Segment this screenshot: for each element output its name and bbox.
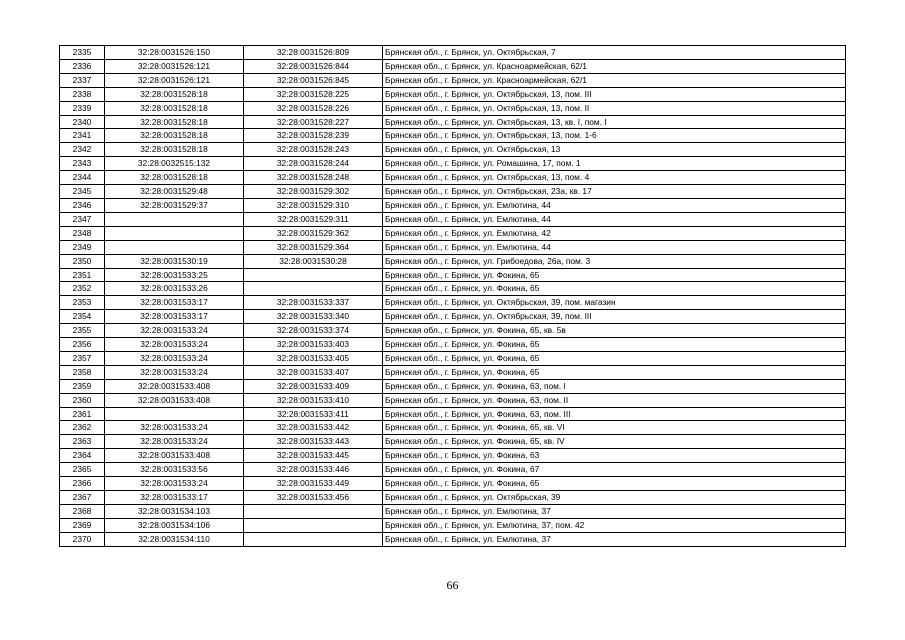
address-cell: Брянская обл., г. Брянск, ул. Фокина, 65, кв. VI [383,421,846,435]
cadastral-number-cell: 32:28:0031533:442 [244,421,383,435]
address-cell: Брянская обл., г. Брянск, ул. Октябрьская, 23а, кв. 17 [383,185,846,199]
parent-cadastral-number-cell [105,407,244,421]
cadastral-number-cell: 32:28:0031533:340 [244,310,383,324]
parent-cadastral-number-cell: 32:28:0031533:24 [105,324,244,338]
cadastral-number-cell [244,518,383,532]
parent-cadastral-number-cell: 32:28:0031528:18 [105,129,244,143]
row-number-cell: 2337 [60,73,105,87]
address-cell: Брянская обл., г. Брянск, ул. Емлютина, 44 [383,240,846,254]
row-number-cell: 2344 [60,171,105,185]
address-cell: Брянская обл., г. Брянск, ул. Фокина, 63 [383,449,846,463]
row-number-cell: 2362 [60,421,105,435]
address-cell: Брянская обл., г. Брянск, ул. Грибоедова, 26а, пом. 3 [383,254,846,268]
row-number-cell: 2346 [60,198,105,212]
cadastral-number-cell: 32:28:0031533:337 [244,296,383,310]
address-cell: Брянская обл., г. Брянск, ул. Емлютина, 42 [383,226,846,240]
cadastral-number-cell [244,504,383,518]
cadastral-number-cell: 32:28:0031528:248 [244,171,383,185]
table-row [60,421,846,435]
parent-cadastral-number-cell: 32:28:0032515:132 [105,157,244,171]
address-cell: Брянская обл., г. Брянск, ул. Октябрьская, 13, кв. I, пом. I [383,115,846,129]
cadastral-number-cell: 32:28:0031533:449 [244,477,383,491]
parent-cadastral-number-cell [105,226,244,240]
row-number-cell: 2364 [60,449,105,463]
cadastral-number-cell: 32:28:0031529:310 [244,198,383,212]
address-cell: Брянская обл., г. Брянск, ул. Фокина, 67 [383,463,846,477]
parent-cadastral-number-cell: 32:28:0031533:24 [105,351,244,365]
cadastral-number-cell: 32:28:0031528:226 [244,101,383,115]
table-row [60,296,846,310]
cadastral-number-cell: 32:28:0031529:302 [244,185,383,199]
table-row [60,449,846,463]
cadastral-number-cell: 32:28:0031533:446 [244,463,383,477]
parent-cadastral-number-cell: 32:28:0031534:110 [105,532,244,546]
table-row [60,157,846,171]
table-row [60,393,846,407]
cadastral-number-cell: 32:28:0031528:243 [244,143,383,157]
cadastral-number-cell: 32:28:0031533:405 [244,351,383,365]
parent-cadastral-number-cell: 32:28:0031528:18 [105,115,244,129]
parent-cadastral-number-cell: 32:28:0031533:408 [105,449,244,463]
address-cell: Брянская обл., г. Брянск, ул. Фокина, 63, пом. I [383,379,846,393]
row-number-cell: 2355 [60,324,105,338]
table-row [60,268,846,282]
table-row [60,435,846,449]
row-number-cell: 2341 [60,129,105,143]
row-number-cell: 2357 [60,351,105,365]
cadastral-number-cell: 32:28:0031528:239 [244,129,383,143]
cadastral-number-cell: 32:28:0031529:364 [244,240,383,254]
page-number: 66 [446,578,459,592]
property-registry-table [59,45,846,547]
parent-cadastral-number-cell: 32:28:0031529:37 [105,198,244,212]
address-cell: Брянская обл., г. Брянск, ул. Емлютина, 44 [383,212,846,226]
parent-cadastral-number-cell: 32:28:0031533:24 [105,435,244,449]
parent-cadastral-number-cell: 32:28:0031533:408 [105,379,244,393]
address-cell: Брянская обл., г. Брянск, ул. Красноармейская, 62/1 [383,73,846,87]
parent-cadastral-number-cell: 32:28:0031533:25 [105,268,244,282]
table-row [60,171,846,185]
parent-cadastral-number-cell: 32:28:0031533:17 [105,310,244,324]
row-number-cell: 2335 [60,46,105,60]
parent-cadastral-number-cell: 32:28:0031528:18 [105,171,244,185]
cadastral-number-cell: 32:28:0031533:411 [244,407,383,421]
address-cell: Брянская обл., г. Брянск, ул. Емлютина, 44 [383,198,846,212]
row-number-cell: 2366 [60,477,105,491]
table-row [60,254,846,268]
address-cell: Брянская обл., г. Брянск, ул. Ромашина, 17, пом. 1 [383,157,846,171]
table-row [60,310,846,324]
address-cell: Брянская обл., г. Брянск, ул. Октябрьская, 13, пом. III [383,87,846,101]
address-cell: Брянская обл., г. Брянск, ул. Фокина, 65 [383,351,846,365]
row-number-cell: 2348 [60,226,105,240]
cadastral-number-cell: 32:28:0031533:407 [244,365,383,379]
parent-cadastral-number-cell: 32:28:0031533:24 [105,421,244,435]
row-number-cell: 2336 [60,59,105,73]
address-cell: Брянская обл., г. Брянск, ул. Фокина, 63, пом. III [383,407,846,421]
parent-cadastral-number-cell: 32:28:0031526:121 [105,59,244,73]
cadastral-number-cell: 32:28:0031529:311 [244,212,383,226]
table-row [60,379,846,393]
parent-cadastral-number-cell: 32:28:0031534:106 [105,518,244,532]
table-row [60,101,846,115]
address-cell: Брянская обл., г. Брянск, ул. Фокина, 65 [383,477,846,491]
row-number-cell: 2347 [60,212,105,226]
address-cell: Брянская обл., г. Брянск, ул. Октябрьская, 13, пом. 1-6 [383,129,846,143]
address-cell: Брянская обл., г. Брянск, ул. Фокина, 65, кв. 5в [383,324,846,338]
row-number-cell: 2339 [60,101,105,115]
row-number-cell: 2370 [60,532,105,546]
cadastral-number-cell: 32:28:0031533:409 [244,379,383,393]
row-number-cell: 2338 [60,87,105,101]
row-number-cell: 2342 [60,143,105,157]
address-cell: Брянская обл., г. Брянск, ул. Фокина, 65 [383,338,846,352]
row-number-cell: 2353 [60,296,105,310]
cadastral-number-cell: 32:28:0031526:809 [244,46,383,60]
row-number-cell: 2363 [60,435,105,449]
row-number-cell: 2352 [60,282,105,296]
cadastral-number-cell: 32:28:0031533:403 [244,338,383,352]
address-cell: Брянская обл., г. Брянск, ул. Красноармейская, 62/1 [383,59,846,73]
row-number-cell: 2367 [60,491,105,505]
parent-cadastral-number-cell: 32:28:0031526:150 [105,46,244,60]
table-row [60,351,846,365]
parent-cadastral-number-cell [105,240,244,254]
cadastral-number-cell: 32:28:0031533:456 [244,491,383,505]
cadastral-number-cell: 32:28:0031529:362 [244,226,383,240]
parent-cadastral-number-cell: 32:28:0031528:18 [105,143,244,157]
address-cell: Брянская обл., г. Брянск, ул. Октябрьская, 13 [383,143,846,157]
address-cell: Брянская обл., г. Брянск, ул. Октябрьская, 39, пом. III [383,310,846,324]
parent-cadastral-number-cell: 32:28:0031533:24 [105,365,244,379]
row-number-cell: 2354 [60,310,105,324]
cadastral-number-cell: 32:28:0031526:844 [244,59,383,73]
row-number-cell: 2345 [60,185,105,199]
row-number-cell: 2369 [60,518,105,532]
row-number-cell: 2361 [60,407,105,421]
table-row [60,129,846,143]
row-number-cell: 2365 [60,463,105,477]
cadastral-number-cell [244,268,383,282]
cadastral-number-cell: 32:28:0031528:244 [244,157,383,171]
row-number-cell: 2356 [60,338,105,352]
row-number-cell: 2360 [60,393,105,407]
table-row [60,212,846,226]
cadastral-number-cell [244,282,383,296]
row-number-cell: 2340 [60,115,105,129]
table-row [60,226,846,240]
table-row [60,115,846,129]
address-cell: Брянская обл., г. Брянск, ул. Фокина, 65 [383,268,846,282]
parent-cadastral-number-cell: 32:28:0031533:56 [105,463,244,477]
table-row [60,338,846,352]
row-number-cell: 2359 [60,379,105,393]
row-number-cell: 2343 [60,157,105,171]
table-row [60,504,846,518]
address-cell: Брянская обл., г. Брянск, ул. Емлютина, 37 [383,504,846,518]
address-cell: Брянская обл., г. Брянск, ул. Фокина, 65 [383,282,846,296]
parent-cadastral-number-cell: 32:28:0031533:408 [105,393,244,407]
cadastral-number-cell: 32:28:0031533:374 [244,324,383,338]
row-number-cell: 2349 [60,240,105,254]
table-row [60,518,846,532]
table-row [60,73,846,87]
parent-cadastral-number-cell: 32:28:0031534:103 [105,504,244,518]
parent-cadastral-number-cell: 32:28:0031530:19 [105,254,244,268]
table-row [60,324,846,338]
address-cell: Брянская обл., г. Брянск, ул. Октябрьская, 7 [383,46,846,60]
row-number-cell: 2368 [60,504,105,518]
table-row [60,143,846,157]
parent-cadastral-number-cell: 32:28:0031533:24 [105,338,244,352]
parent-cadastral-number-cell: 32:28:0031528:18 [105,87,244,101]
cadastral-number-cell: 32:28:0031528:227 [244,115,383,129]
address-cell: Брянская обл., г. Брянск, ул. Октябрьская, 39 [383,491,846,505]
table-row [60,463,846,477]
address-cell: Брянская обл., г. Брянск, ул. Фокина, 63, пом. II [383,393,846,407]
table-row [60,240,846,254]
table-row [60,198,846,212]
address-cell: Брянская обл., г. Брянск, ул. Емлютина, 37 [383,532,846,546]
parent-cadastral-number-cell [105,212,244,226]
parent-cadastral-number-cell: 32:28:0031533:24 [105,477,244,491]
cadastral-number-cell: 32:28:0031533:443 [244,435,383,449]
parent-cadastral-number-cell: 32:28:0031533:26 [105,282,244,296]
cadastral-number-cell: 32:28:0031530:28 [244,254,383,268]
cadastral-number-cell: 32:28:0031528:225 [244,87,383,101]
address-cell: Брянская обл., г. Брянск, ул. Октябрьская, 13, пом. II [383,101,846,115]
table-row [60,87,846,101]
table-row [60,46,846,60]
cadastral-number-cell: 32:28:0031533:445 [244,449,383,463]
table-body [60,46,846,547]
table-row [60,407,846,421]
cadastral-number-cell [244,532,383,546]
row-number-cell: 2358 [60,365,105,379]
address-cell: Брянская обл., г. Брянск, ул. Фокина, 65, кв. IV [383,435,846,449]
cadastral-number-cell: 32:28:0031526:845 [244,73,383,87]
parent-cadastral-number-cell: 32:28:0031526:121 [105,73,244,87]
address-cell: Брянская обл., г. Брянск, ул. Фокина, 65 [383,365,846,379]
table-row [60,477,846,491]
table-row [60,185,846,199]
parent-cadastral-number-cell: 32:28:0031529:48 [105,185,244,199]
parent-cadastral-number-cell: 32:28:0031533:17 [105,296,244,310]
row-number-cell: 2351 [60,268,105,282]
parent-cadastral-number-cell: 32:28:0031528:18 [105,101,244,115]
table-row [60,59,846,73]
address-cell: Брянская обл., г. Брянск, ул. Емлютина, 37, пом. 42 [383,518,846,532]
table-row [60,491,846,505]
address-cell: Брянская обл., г. Брянск, ул. Октябрьская, 39, пом. магазин [383,296,846,310]
table-row [60,282,846,296]
parent-cadastral-number-cell: 32:28:0031533:17 [105,491,244,505]
table-row [60,365,846,379]
cadastral-number-cell: 32:28:0031533:410 [244,393,383,407]
row-number-cell: 2350 [60,254,105,268]
address-cell: Брянская обл., г. Брянск, ул. Октябрьская, 13, пом. 4 [383,171,846,185]
table-row [60,532,846,546]
